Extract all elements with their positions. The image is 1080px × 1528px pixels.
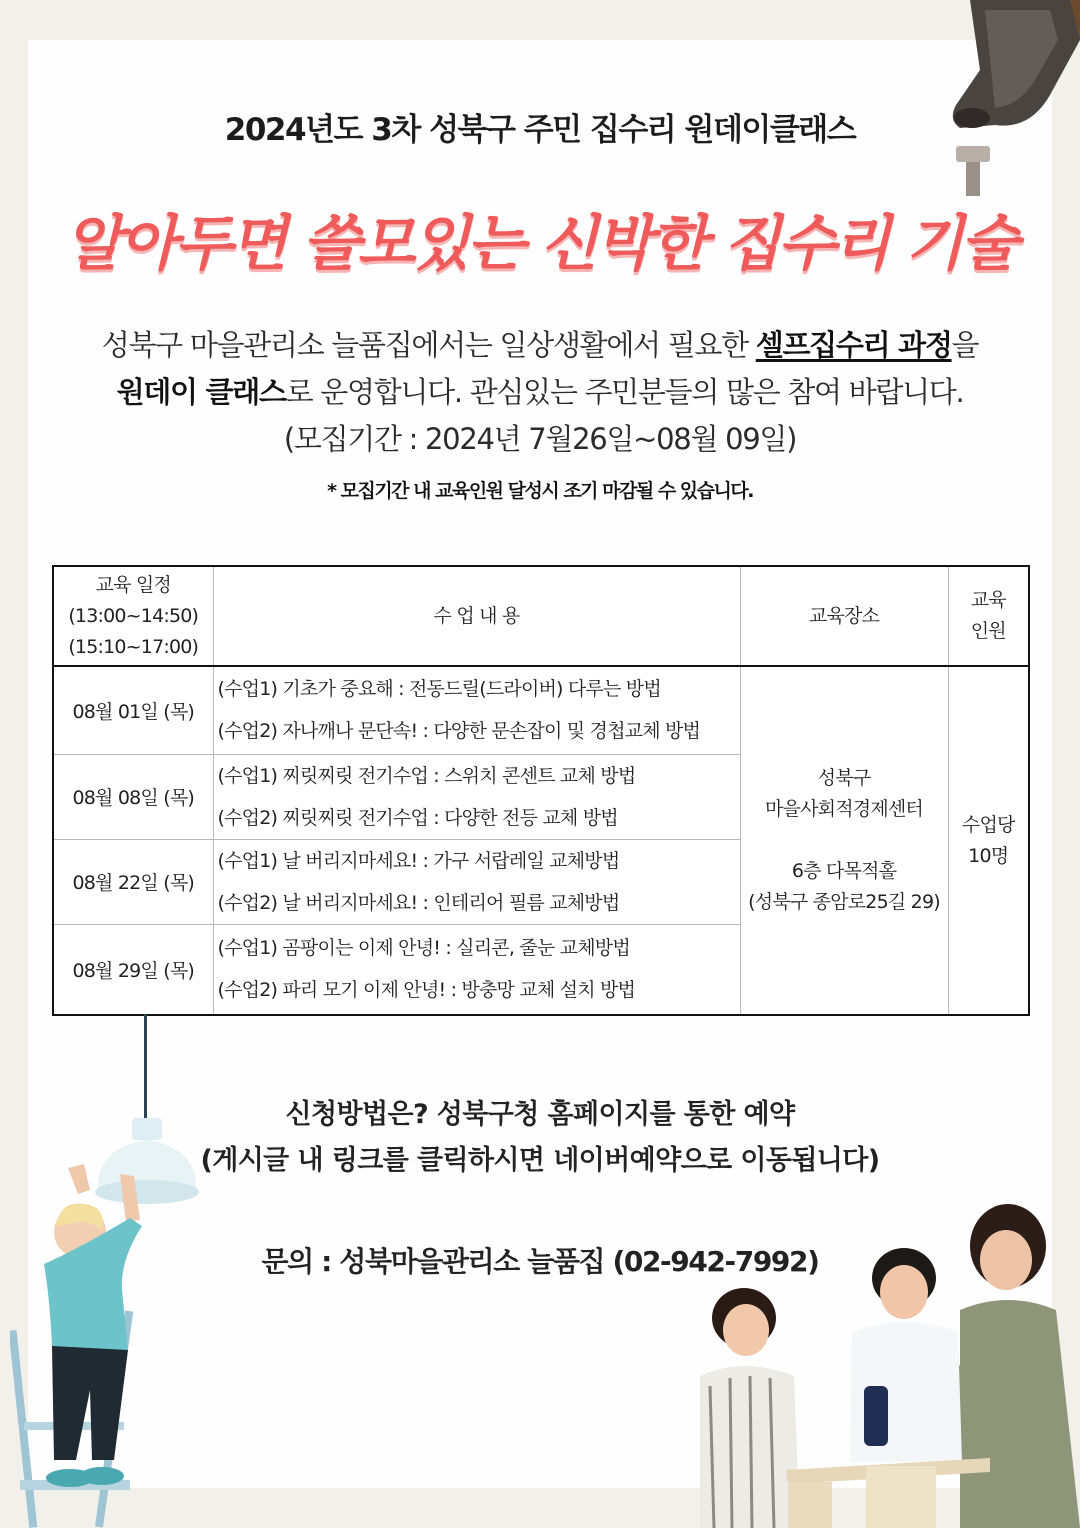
place-line: 6층 다목적홀 [791, 860, 897, 882]
intro-line-1-end: 을 [951, 328, 979, 362]
header-content: 수 업 내 용 [213, 566, 740, 666]
class-content [213, 666, 740, 754]
class-content [213, 839, 740, 924]
intro-line-2 [0, 369, 1080, 416]
header-capacity-line-2: 인원 [970, 620, 1006, 642]
class-date: 08월 29일 (목) [53, 924, 213, 1015]
intro-line-1-text: 성북구 마을관리소 늘품집에서는 일상생활에서 필요한 [101, 328, 756, 362]
class-item: (수업2) 날 버리지마세요! : 인테리어 필름 교체방법 [217, 891, 620, 914]
class-item: (수업2) 찌릿찌릿 전기수업 : 다양한 전등 교체 방법 [217, 806, 618, 829]
place-line: 성북구 [817, 767, 871, 789]
place-line: 마을사회적경제센터 [765, 798, 923, 820]
class-date: 08월 08일 (목) [53, 754, 213, 839]
header-schedule-title: 교육 일정 [95, 573, 171, 596]
class-item: (수업1) 기초가 중요해 : 전동드릴(드라이버) 다루는 방법 [217, 678, 661, 701]
header-capacity [948, 566, 1029, 666]
capacity-line: 수업당 [961, 813, 1015, 836]
header-place: 교육장소 [740, 566, 948, 666]
self-repair-course: 셀프집수리 과정 [755, 328, 952, 362]
header-schedule [53, 566, 213, 666]
class-item: (수업1) 찌릿찌릿 전기수업 : 스위치 콘센트 교체 방법 [217, 764, 636, 787]
intro-line-2-text: 로 운영합니다. 관심있는 주민분들의 많은 참여 바랍니다. [285, 375, 964, 409]
apply-info [0, 1092, 1080, 1184]
contact-info: 문의 : 성북마을관리소 늘품집 (02-942-7992) [261, 1245, 819, 1278]
header-capacity-line-1: 교육 [970, 589, 1006, 611]
class-item: (수업2) 자나깨나 문단속! : 다양한 문손잡이 및 경첩교체 방법 [217, 720, 701, 743]
class-date: 08월 01일 (목) [53, 666, 213, 754]
place-spacer [741, 825, 948, 856]
class-date: 08월 22일 (목) [53, 839, 213, 924]
place-line: (성북구 종암로25길 29) [748, 891, 940, 913]
person-on-ladder-icon [10, 1160, 190, 1528]
class-content [213, 754, 740, 839]
recruit-period: (모집기간 : 2024년 7월26일~08월 09일) [283, 422, 797, 456]
class-item: (수업2) 파리 모기 이제 안녕! : 방충망 교체 설치 방법 [217, 979, 636, 1002]
event-headline: 알아두면 쓸모있는 신박한 집수리 기술 [64, 209, 1016, 279]
apply-link-note: (게시글 내 링크를 클릭하시면 네이버예약으로 이동됩니다) [200, 1145, 880, 1176]
class-capacity [948, 666, 1029, 1015]
capacity-line: 10명 [968, 844, 1009, 867]
early-close-note: * 모집기간 내 교육인원 달성시 조기 마감될 수 있습니다. [327, 480, 753, 502]
table-row [53, 666, 1029, 754]
class-item: (수업1) 곰팡이는 이제 안녕! : 실리콘, 줄눈 교체방법 [217, 937, 630, 960]
schedule-table [52, 565, 1030, 1016]
event-subtitle: 2024년도 3차 성북구 주민 집수리 원데이클래스 [224, 112, 856, 148]
header-schedule-time-1: (13:00~14:50) [68, 604, 199, 627]
one-day-class: 원데이 클래스 [116, 375, 286, 409]
people-photo-image [690, 1200, 1080, 1528]
intro-line-1 [0, 322, 1080, 369]
class-place [740, 666, 948, 1015]
header-schedule-time-2: (15:10~17:00) [68, 635, 199, 658]
class-item: (수업1) 날 버리지마세요! : 가구 서랍레일 교체방법 [217, 849, 620, 872]
intro-text [0, 322, 1080, 463]
hammer-icon [940, 0, 1080, 200]
apply-method: 신청방법은? 성북구청 홈페이지를 통한 예약 [285, 1099, 795, 1130]
class-content [213, 924, 740, 1015]
